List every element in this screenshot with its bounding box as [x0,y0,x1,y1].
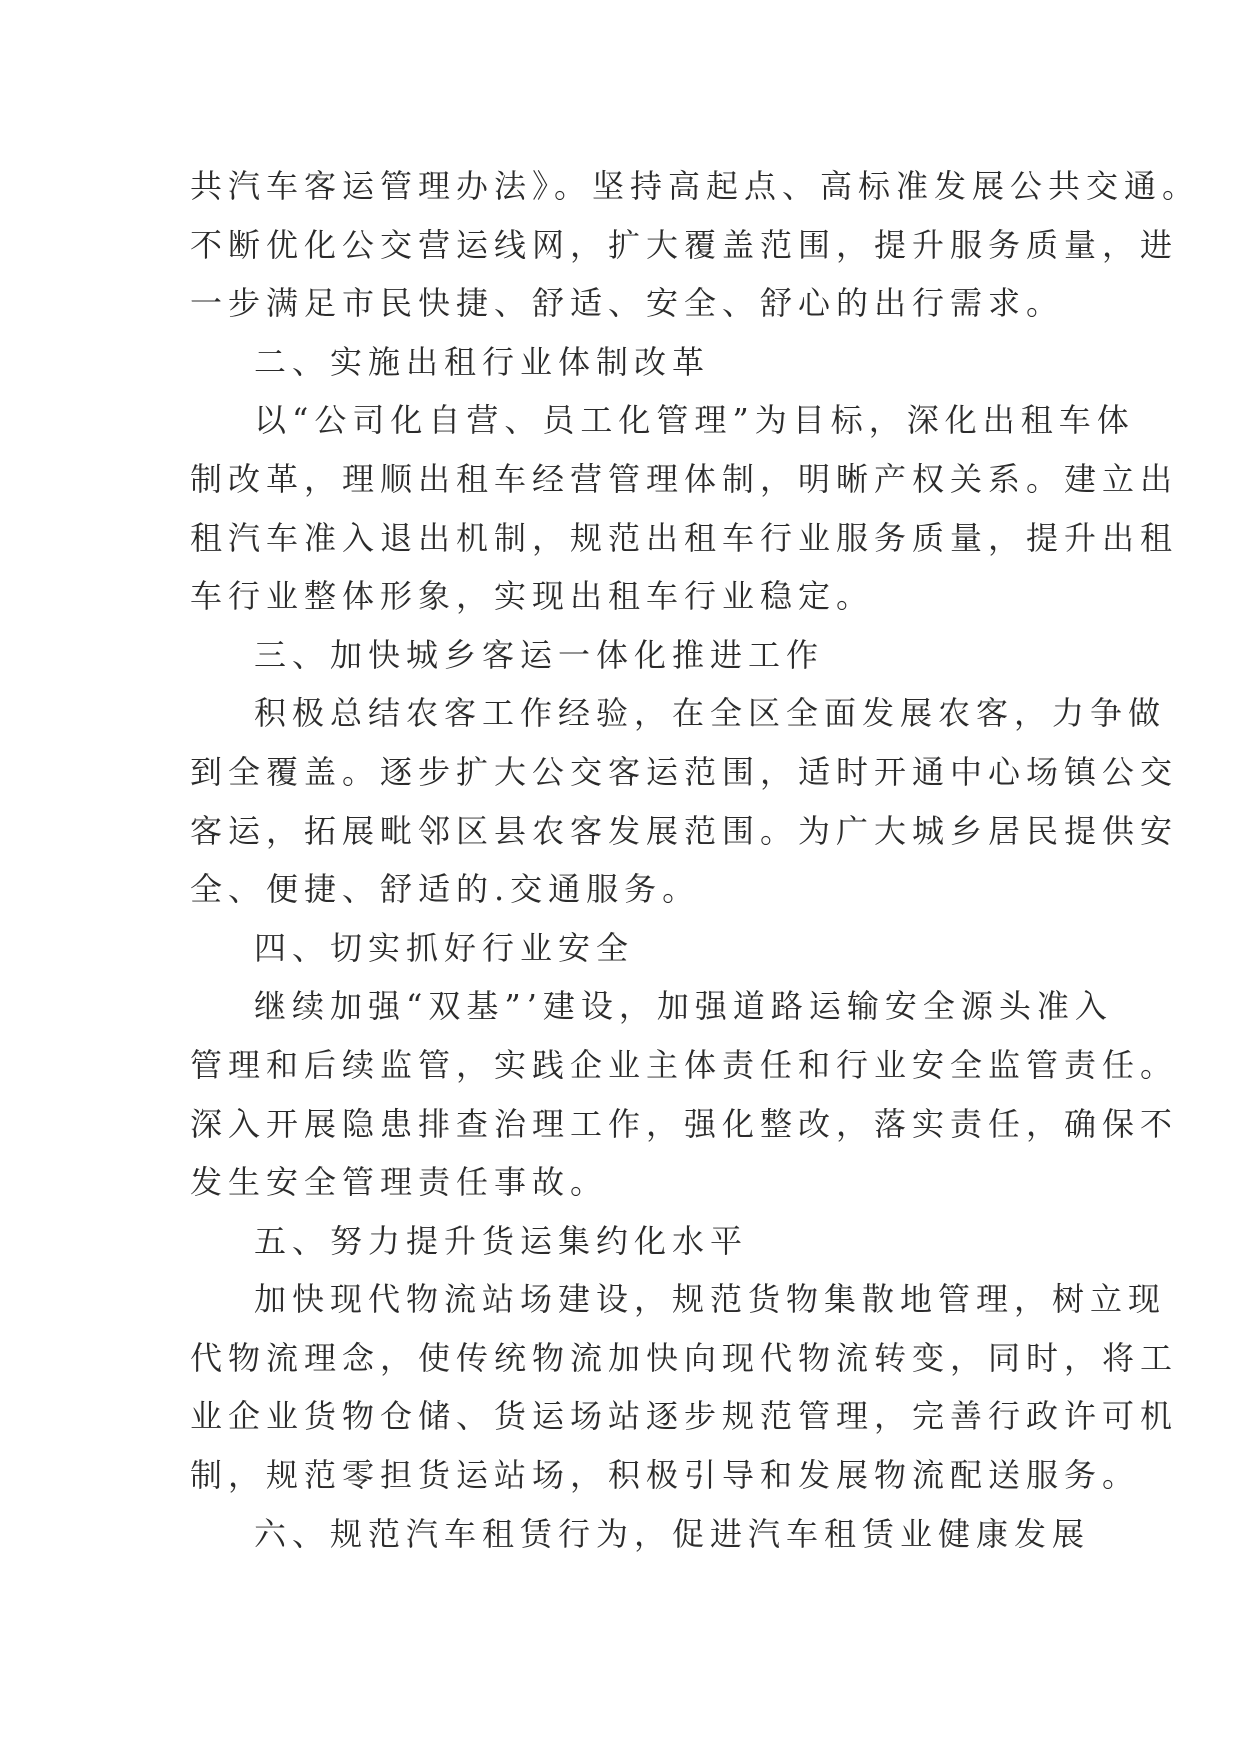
text-line: 二、实施出租行业体制改革 [254,342,711,381]
text-line: 全、便捷、舒适的.交通服务。 [190,870,701,909]
text-line: 以“公司化自营、员工化管理”为目标，深化出租车体 [254,401,1135,440]
text-line: 不断优化公交营运线网，扩大覆盖范围，提升服务质量，进 [190,225,1179,264]
text-line: 六、规范汽车租赁行为，促进汽车租赁业健康发展 [254,1514,1091,1553]
document-body [190,157,1201,1563]
text-line: 业企业货物仓储、货运场站逐步规范管理，完善行政许可机 [190,1397,1179,1436]
text-line: 客运，拓展毗邻区县农客发展范围。为广大城乡居民提供安 [190,811,1179,850]
text-line: 发生安全管理责任事故。 [190,1163,609,1202]
text-line: 代物流理念，使传统物流加快向现代物流转变，同时，将工 [190,1338,1179,1377]
text-line: 租汽车准入退出机制，规范出租车行业服务质量，提升出租 [190,518,1179,557]
text-line: 管理和后续监管，实践企业主体责任和行业安全监管责任。 [190,1045,1179,1084]
text-line: 深入开展隐患排查治理工作，强化整改，落实责任，确保不 [190,1104,1179,1143]
text-line: 五、努力提升货运集约化水平 [254,1221,749,1260]
text-line: 共汽车客运管理办法》。坚持高起点、高标准发展公共交通。 [190,167,1201,205]
text-line: 车行业整体形象，实现出租车行业稳定。 [190,577,875,616]
text-line: 制改革，理顺出租车经营管理体制，明晰产权关系。建立出 [190,459,1179,498]
text-line: 三、加快城乡客运一体化推进工作 [254,635,825,674]
text-line: 继续加强“双基”’建设，加强道路运输安全源头准入 [254,987,1113,1026]
text-line: 一步满足市民快捷、舒适、安全、舒心的出行需求。 [190,284,1065,323]
text-line: 制，规范零担货运站场，积极引导和发展物流配送服务。 [190,1456,1141,1495]
text-line: 加快现代物流站场建设，规范货物集散地管理，树立现 [254,1280,1167,1319]
text-line: 到全覆盖。逐步扩大公交客运范围，适时开通中心场镇公交 [190,752,1179,791]
text-line: 四、切实抓好行业安全 [254,928,635,967]
text-line: 积极总结农客工作经验，在全区全面发展农客，力争做 [254,694,1167,733]
